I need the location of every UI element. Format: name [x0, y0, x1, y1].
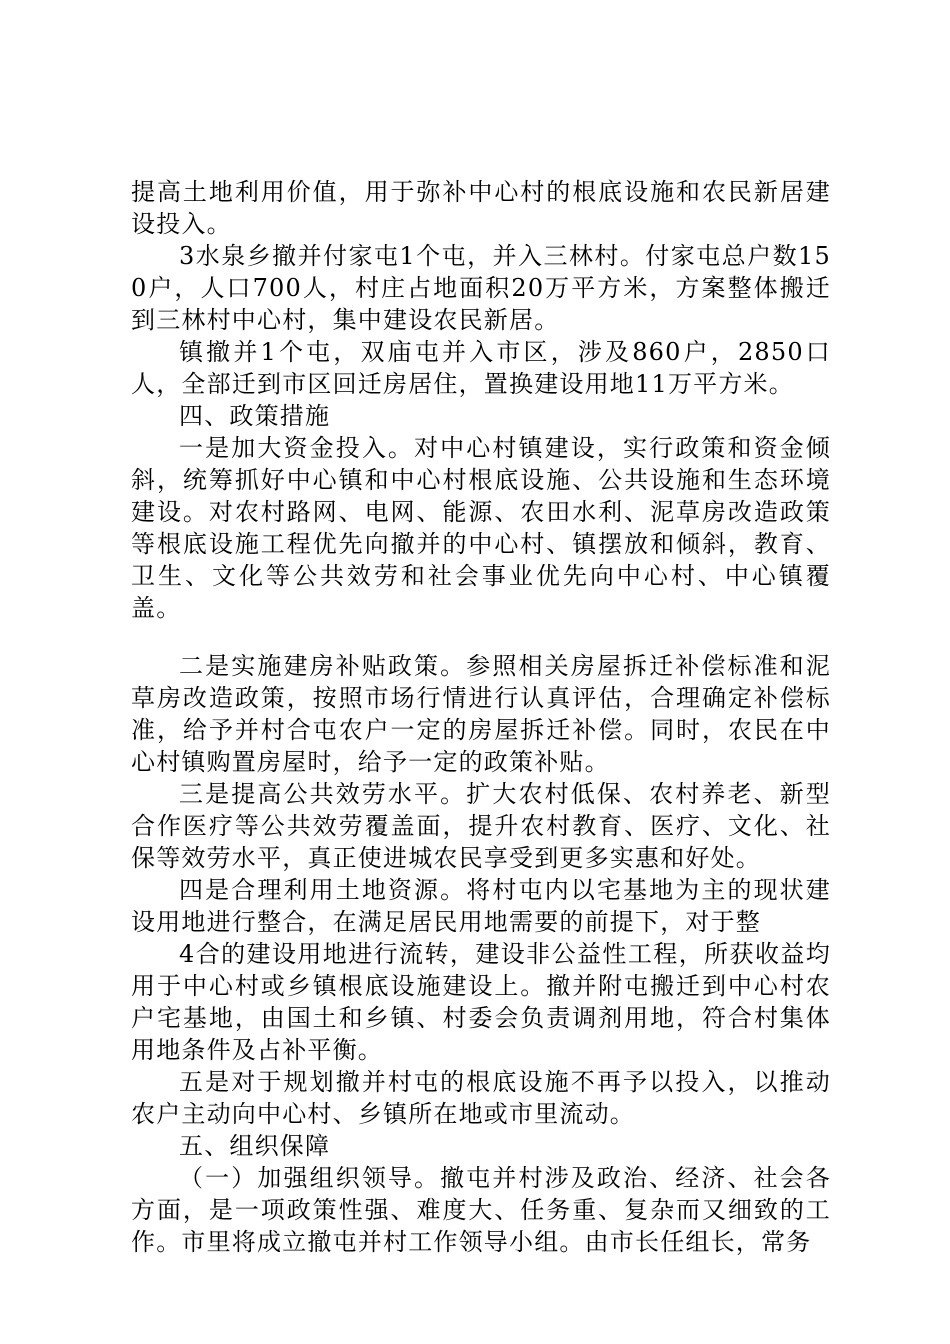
section-heading-policy: 四、政策措施 [179, 402, 331, 430]
section-heading-organization: 五、组织保障 [179, 1132, 331, 1160]
paragraph-p09: 4合的建设用地进行流转，建设非公益性工程，所获收益均用于中心村或乡镇根底设施建设上。撤并附屯搬迁到中心村农户宅基地，由国土和乡镇、村委会负责调剂用地，符合村集体用地条件及占补平衡。 [131, 940, 831, 1064]
paragraph-p10: 五是对于规划撤并村屯的根底设施不再予以投入，以推动农户主动向中心村、乡镇所在地或市里流动。 [131, 1068, 831, 1128]
paragraph-p01: 提高土地利用价值，用于弥补中心村的根底设施和农民新居建设投入。 [131, 178, 831, 238]
paragraph-p07: 三是提高公共效劳水平。扩大农村低保、农村养老、新型合作医疗等公共效劳覆盖面，提升农村教育、医疗、文化、社保等效劳水平，真正使进城农民享受到更多实惠和好处。 [131, 780, 831, 872]
document-body [131, 176, 831, 1258]
paragraph-p05: 一是加大资金投入。对中心村镇建设，实行政策和资金倾斜，统筹抓好中心镇和中心村根底设施、公共设施和生态环境建设。对农村路网、电网、能源、农田水利、泥草房改造政策等根底设施工程优先向撤并的中心村、镇摆放和倾斜，教育、卫生、文化等公共效劳和社会事业优先向中心村、中心镇覆盖。 [131, 434, 831, 622]
paragraph-gap [131, 624, 831, 650]
paragraph-p08: 四是合理利用土地资源。将村屯内以宅基地为主的现状建设用地进行整合，在满足居民用地需要的前提下，对于整 [131, 876, 831, 936]
paragraph-p02: 3水泉乡撤并付家屯1个屯，并入三林村。付家屯总户数150户，人口700人，村庄占地面积20万平方米，方案整体搬迁到三林村中心村，集中建设农民新居。 [131, 242, 831, 334]
paragraph-p03: 镇撤并1个屯，双庙屯并入市区，涉及860户，2850口人，全部迁到市区回迁房居住，置换建设用地11万平方米。 [131, 338, 831, 398]
paragraph-p12: （一）加强组织领导。撤屯并村涉及政治、经济、社会各方面，是一项政策性强、难度大、任务重、复杂而又细致的工作。市里将成立撤屯并村工作领导小组。由市长任组长，常务 [131, 1164, 831, 1256]
paragraph-p06: 二是实施建房补贴政策。参照相关房屋拆迁补偿标准和泥草房改造政策，按照市场行情进行认真评估，合理确定补偿标准，给予并村合屯农户一定的房屋拆迁补偿。同时，农民在中心村镇购置房屋时，给予一定的政策补贴。 [131, 652, 831, 776]
